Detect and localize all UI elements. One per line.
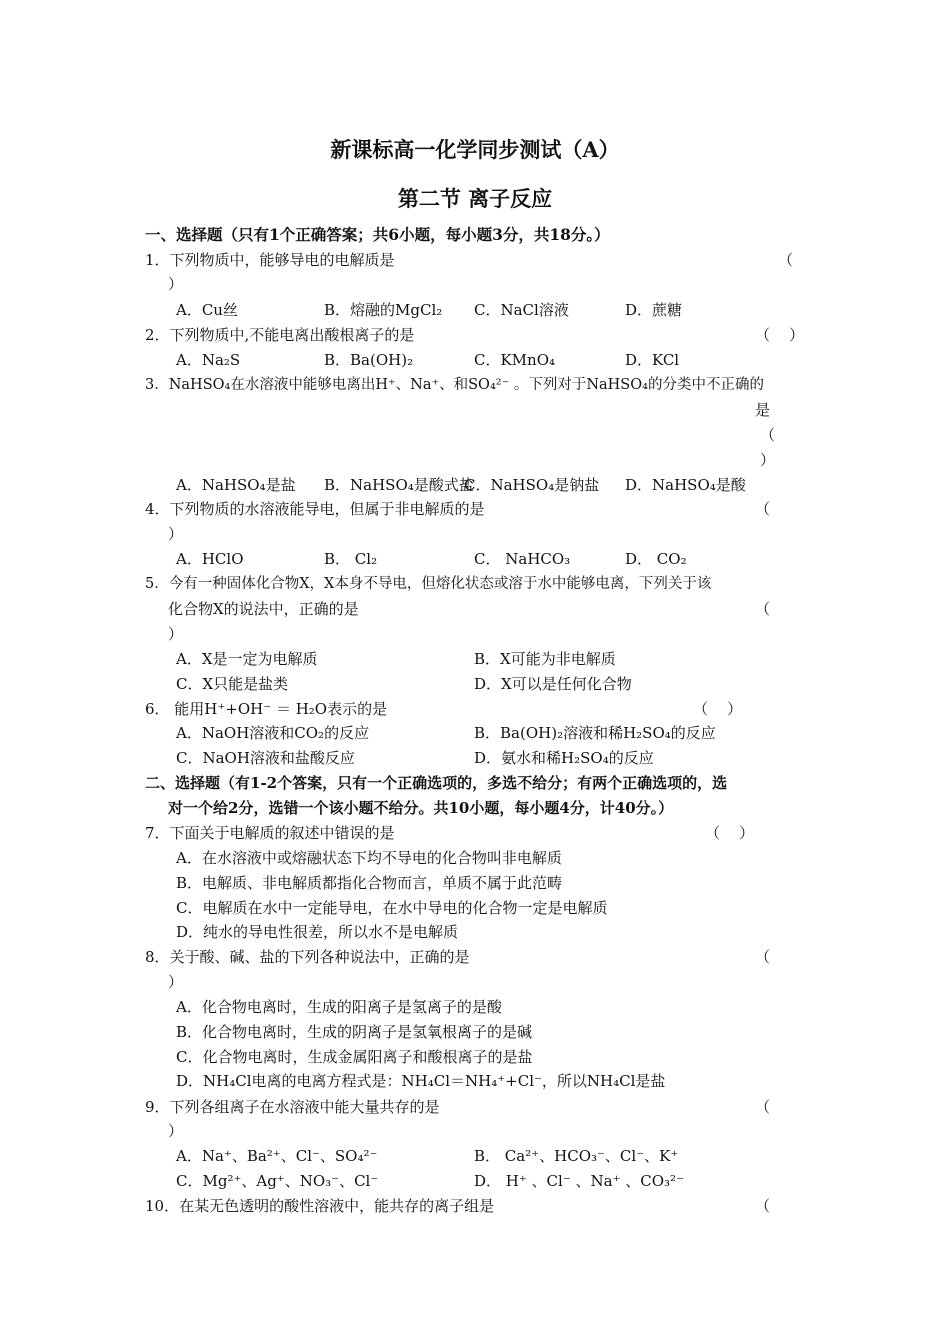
option: C．NaCl溶液	[474, 301, 569, 319]
answer-paren: （ ）	[705, 824, 755, 842]
section-subtitle: 第二节 离子反应	[397, 186, 553, 211]
option: B．电解质、非电解质都指化合物而言，单质不属于此范畴	[176, 874, 563, 892]
question-stem: 1．下列物质中，能够导电的电解质是	[145, 251, 395, 269]
section-heading: 对一个给2分，选错一个该小题不给分。共10小题，每小题4分，计40分。）	[168, 799, 674, 817]
question-stem-tail: 是	[755, 401, 771, 419]
answer-paren: ）	[168, 275, 184, 293]
answer-paren: （ ）	[755, 326, 805, 344]
option: B．Ba(OH)₂	[324, 351, 414, 369]
option: A．HClO	[176, 550, 244, 568]
option: C．化合物电离时，生成金属阳离子和酸根离子的是盐	[176, 1048, 533, 1066]
section-heading: 二、选择题（有1-2个答案，只有一个正确选项的，多选不给分；有两个正确选项的，选	[145, 774, 728, 792]
answer-paren: （ ）	[693, 700, 743, 718]
option: B． Cl₂	[324, 550, 378, 568]
option: A．Na⁺、Ba²⁺、Cl⁻、SO₄²⁻	[176, 1147, 378, 1165]
answer-paren: ）	[168, 973, 184, 991]
answer-paren: （	[760, 426, 776, 444]
option: C．Mg²⁺、Ag⁺、NO₃⁻、Cl⁻	[176, 1172, 379, 1190]
question-stem: 10．在某无色透明的酸性溶液中，能共存的离子组是	[145, 1197, 495, 1215]
question-stem: 8．关于酸、碱、盐的下列各种说法中，正确的是	[145, 948, 470, 966]
question-stem: 化合物X的说法中，正确的是	[168, 600, 359, 618]
option: D． H⁺ 、Cl⁻ 、Na⁺ 、CO₃²⁻	[474, 1172, 684, 1190]
option: A．X是一定为电解质	[176, 650, 318, 668]
option: C．电解质在水中一定能导电，在水中导电的化合物一定是电解质	[176, 899, 608, 917]
option: A．在水溶液中或熔融状态下均不导电的化合物叫非电解质	[176, 849, 562, 867]
option: B． Ca²⁺、HCO₃⁻、Cl⁻、K⁺	[474, 1147, 679, 1165]
option: A．Cu丝	[176, 301, 238, 319]
option: B．X可能为非电解质	[474, 650, 616, 668]
option: D．NH₄Cl电离的电离方程式是：NH₄Cl＝NH₄⁺+Cl⁻，所以NH₄Cl是盐	[176, 1072, 666, 1090]
option: A．Na₂S	[176, 351, 241, 369]
option: A．NaOH溶液和CO₂的反应	[176, 724, 370, 742]
question-stem: 9．下列各组离子在水溶液中能大量共存的是	[145, 1098, 440, 1116]
option: A．化合物电离时，生成的阳离子是氢离子的是酸	[176, 998, 502, 1016]
question-stem: 6． 能用H⁺+OH⁻ ＝ H₂O表示的是	[145, 700, 388, 718]
option: C．KMnO₄	[474, 351, 556, 369]
answer-paren: （	[755, 948, 771, 966]
answer-paren: ）	[168, 1122, 184, 1140]
question-stem: 3．NaHSO₄在水溶液中能够电离出H⁺、Na⁺、和SO₄²⁻ 。下列对于NaHSO₄的分类中不正确的	[145, 377, 764, 393]
option: C．NaOH溶液和盐酸反应	[176, 749, 355, 767]
option: B．化合物电离时，生成的阴离子是氢氧根离子的是碱	[176, 1023, 533, 1041]
answer-paren: （	[755, 600, 771, 618]
option: D．X可以是任何化合物	[474, 675, 632, 693]
option: C．NaHSO₄是钠盐	[464, 476, 600, 494]
answer-paren: （	[755, 1098, 771, 1116]
answer-paren: ）	[168, 625, 184, 643]
option: B．熔融的MgCl₂	[324, 301, 443, 319]
answer-paren: （	[755, 1197, 771, 1215]
option: C． NaHCO₃	[474, 550, 571, 568]
section-heading: 一、选择题（只有1个正确答案；共6小题，每小题3分，共18分。）	[145, 225, 610, 244]
option: B．Ba(OH)₂溶液和稀H₂SO₄的反应	[474, 724, 716, 742]
option: D． CO₂	[625, 550, 687, 568]
question-stem: 4．下列物质的水溶液能导电，但属于非电解质的是	[145, 500, 485, 518]
option: C．X只能是盐类	[176, 675, 289, 693]
option: A．NaHSO₄是盐	[176, 476, 296, 494]
option: D．NaHSO₄是酸	[625, 476, 746, 494]
answer-paren: ）	[168, 525, 184, 543]
answer-paren: （	[778, 251, 794, 269]
question-stem: 2．下列物质中,不能电离出酸根离子的是	[145, 326, 415, 344]
option: B．NaHSO₄是酸式盐	[324, 476, 474, 494]
question-stem: 7．下面关于电解质的叙述中错误的是	[145, 824, 395, 842]
option: D．KCl	[625, 351, 680, 369]
answer-paren: （	[755, 500, 771, 518]
page-title: 新课标高一化学同步测试（A）	[330, 137, 620, 162]
option: D．纯水的导电性很差，所以水不是电解质	[176, 923, 459, 941]
question-stem: 5．今有一种固体化合物X，X本身不导电，但熔化状态或溶于水中能够电离，下列关于该	[145, 576, 712, 592]
option: D．氨水和稀H₂SO₄的反应	[474, 749, 654, 767]
answer-paren: ）	[760, 451, 776, 469]
option: D．蔗糖	[625, 301, 683, 319]
